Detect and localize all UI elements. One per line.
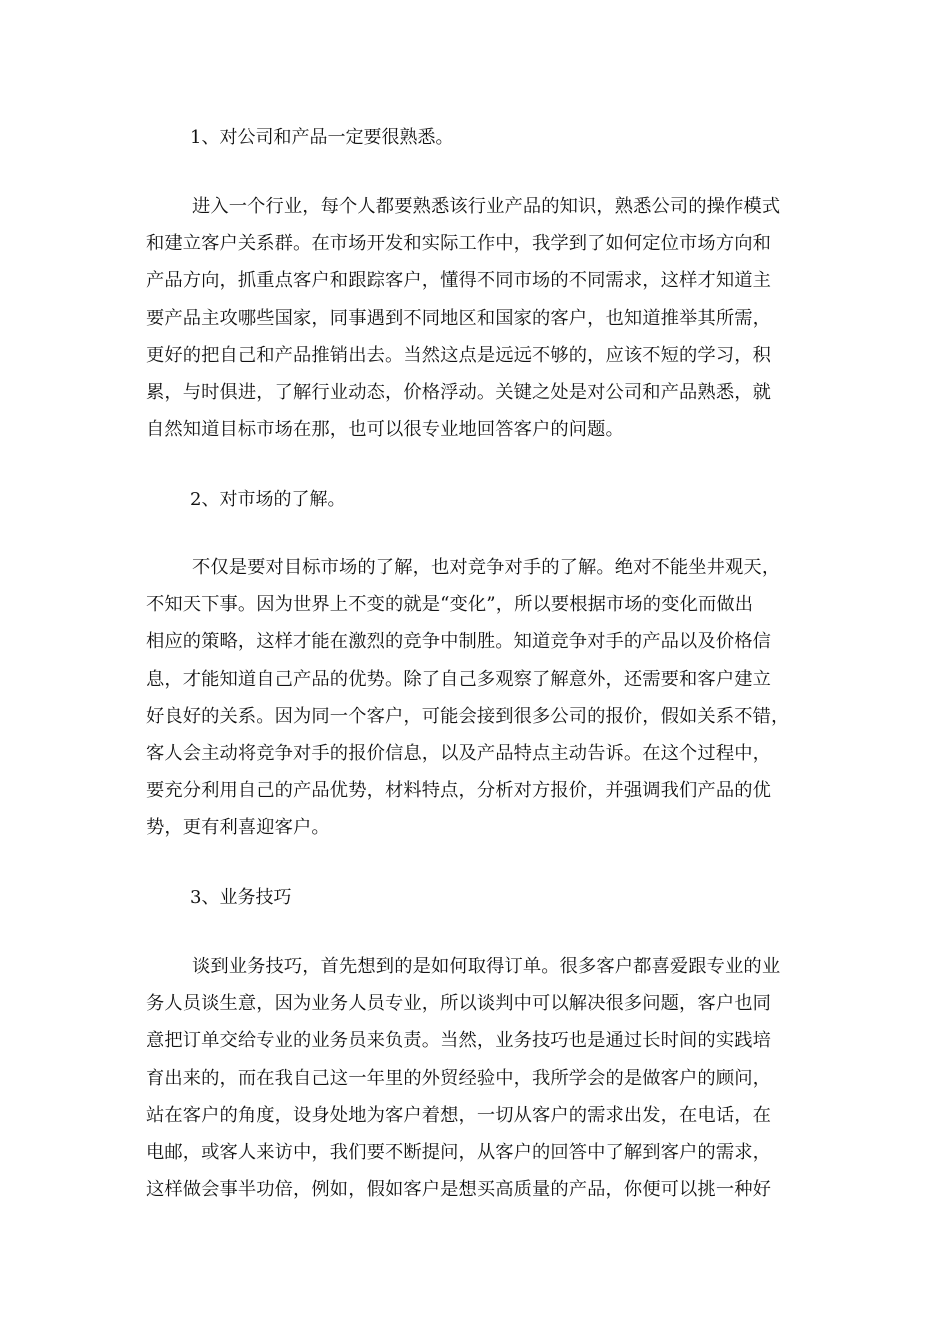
paragraph-line: 站在客户的角度，设身处地为客户着想，一切从客户的需求出发，在电话，在	[146, 1104, 771, 1126]
paragraph-line: 谈到业务技巧，首先想到的是如何取得订单。很多客户都喜爱跟专业的业	[192, 956, 781, 977]
paragraph-line: 意把订单交给专业的业务员来负责。当然，业务技巧也是通过长时间的实践培	[146, 1030, 771, 1052]
paragraph-line: 产品方向，抓重点客户和跟踪客户，懂得不同市场的不同需求，这样才知道主	[146, 270, 771, 292]
paragraph-line: 好良好的关系。因为同一个客户，可能会接到很多公司的报价，假如关系不错，	[146, 705, 790, 727]
section-heading-1: 1、对公司和产品一定要很熟悉。	[190, 127, 454, 148]
paragraph-line: 更好的把自己和产品推销出去。当然这点是远远不够的，应该不短的学习，积	[146, 344, 771, 366]
paragraph-line: 累，与时俱进，了解行业动态，价格浮动。关键之处是对公司和产品熟悉，就	[146, 381, 771, 403]
paragraph-line: 不仅是要对目标市场的了解，也对竞争对手的了解。绝对不能坐井观天，	[192, 557, 781, 578]
paragraph-line: 务人员谈生意，因为业务人员专业，所以谈判中可以解决很多问题，客户也同	[146, 993, 771, 1015]
section-heading-2: 2、对市场的了解。	[190, 489, 346, 510]
paragraph-line: 客人会主动将竞争对手的报价信息，以及产品特点主动告诉。在这个过程中，	[146, 742, 771, 764]
section-heading-3: 3、业务技巧	[190, 887, 292, 908]
paragraph-line: 和建立客户关系群。在市场开发和实际工作中，我学到了如何定位市场方向和	[146, 233, 771, 255]
paragraph-line: 电邮，或客人来访中，我们要不断提问，从客户的回答中了解到客户的需求，	[146, 1141, 771, 1163]
paragraph-line: 自然知道目标市场在那，也可以很专业地回答客户的问题。	[146, 419, 624, 441]
paragraph-line: 要充分利用自己的产品优势，材料特点，分析对方报价，并强调我们产品的优	[146, 780, 771, 802]
paragraph-line: 息，才能知道自己产品的优势。除了自己多观察了解意外，还需要和客户建立	[146, 668, 771, 690]
paragraph-line: 不知天下事。因为世界上不变的就是“变化”，所以要根据市场的变化而做出	[146, 594, 754, 616]
paragraph-line: 要产品主攻哪些国家，同事遇到不同地区和国家的客户，也知道推举其所需，	[146, 307, 771, 329]
paragraph-line: 进入一个行业，每个人都要熟悉该行业产品的知识，熟悉公司的操作模式	[192, 196, 781, 217]
section-paragraph-3	[146, 948, 806, 1208]
paragraph-line: 相应的策略，这样才能在激烈的竞争中制胜。知道竞争对手的产品以及价格信	[146, 631, 771, 653]
section-paragraph-2	[146, 549, 806, 847]
section-paragraph-1	[146, 188, 806, 448]
paragraph-line: 育出来的，而在我自己这一年里的外贸经验中，我所学会的是做客户的顾问，	[146, 1067, 771, 1089]
paragraph-line: 这样做会事半功倍，例如，假如客户是想买高质量的产品，你便可以挑一种好	[146, 1179, 771, 1201]
paragraph-line: 势，更有利喜迎客户。	[146, 817, 330, 839]
